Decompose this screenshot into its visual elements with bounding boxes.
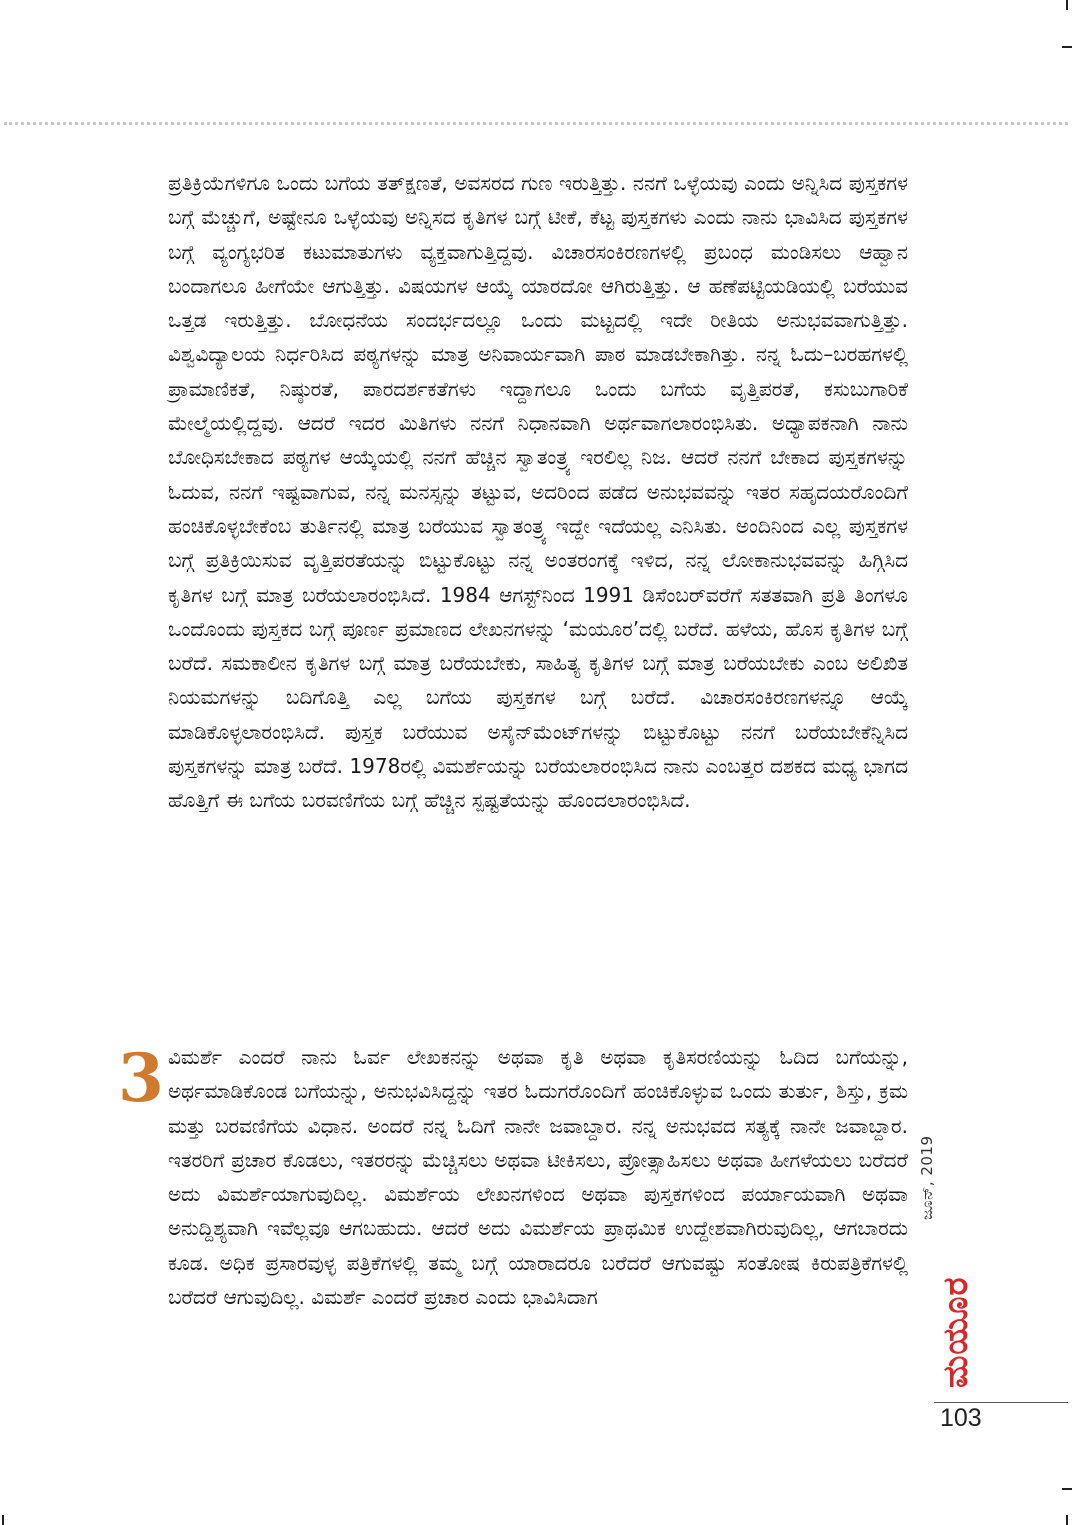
section-3-body bbox=[168, 1040, 908, 1314]
crop-mark-bottom-right bbox=[1066, 1515, 1068, 1525]
article-body bbox=[168, 166, 908, 818]
crop-mark-bottom-left bbox=[2, 1515, 4, 1525]
issue-date: ಜೂನ್, 2019 bbox=[918, 1135, 936, 1220]
header-dotted-rule bbox=[4, 122, 1068, 125]
paragraph-section-3: ವಿಮರ್ಶೆ ಎಂದರೆ ನಾನು ಓರ್ವ ಲೇಖಕನನ್ನು ಅಥವಾ ಕೃತಿ ಅಥವಾ ಕೃತಿಸರಣಿಯನ್ನು ಓದಿದ ಬಗೆಯನ್ನು, ಅರ್ಥಮಾಡಿಕೊಂಡ ಬಗೆಯನ್ನು, ಅನುಭವಿಸಿದ್ದನ್ನು ಇತರ ಓದುಗರೊಂದಿಗೆ ಹಂಚಿಕೊಳ್ಳುವ ಒಂದು ತುರ್ತು, ಶಿಸ್ತು, ಕ್ರಮ ಮತ್ತು ಬರವಣಿಗೆಯ ವಿಧಾನ. ಅಂದರೆ ನನ್ನ ಓದಿಗೆ ನಾನೇ ಜವಾಬ್ದಾರ. ನನ್ನ ಅನುಭವದ ಸತ್ಯಕ್ಕೆ ನಾನೇ ಜವಾಬ್ದಾರ. ಇತರರಿಗೆ ಪ್ರಚಾರ ಕೊಡಲು, ಇತರರನ್ನು ಮೆಚ್ಚಿಸಲು ಅಥವಾ ಟೀಕಿಸಲು, ಪ್ರೋತ್ಸಾಹಿಸಲು ಅಥವಾ ಹೀಗಳೆಯಲು ಬರೆದರೆ ಅದು ವಿಮರ್ಶೆಯಾಗುವುದಿಲ್ಲ. ವಿಮರ್ಶೆಯ ಲೇಖನಗಳಿಂದ ಅಥವಾ ಪುಸ್ತಕಗಳಿಂದ ಪರ್ಯಾಯವಾಗಿ ಅಥವಾ ಅನುದ್ದಿಶ್ಯವಾಗಿ ಇವೆಲ್ಲವೂ ಆಗಬಹುದು. ಆದರೆ ಅದು ವಿಮರ್ಶೆಯ ಪ್ರಾಥಮಿಕ ಉದ್ದೇಶವಾಗಿರುವುದಿಲ್ಲ, ಆಗಬಾರದು ಕೂಡ. ಅಧಿಕ ಪ್ರಸಾರವುಳ್ಳ ಪತ್ರಿಕೆಗಳಲ್ಲಿ ತಮ್ಮ ಬಗ್ಗೆ ಯಾರಾದರೂ ಬರೆದರೆ ಆಗುವಷ್ಟು ಸಂತೋಷ ಕಿರುಪತ್ರಿಕೆಗಳಲ್ಲಿ ಬರೆದರೆ ಆಗುವುದಿಲ್ಲ. ವಿಮರ್ಶೆ ಎಂದರೆ ಪ್ರಚಾರ ಎಂದು ಭಾವಿಸಿದಾಗ bbox=[168, 1045, 908, 1310]
crop-mark-top bbox=[1066, 0, 1068, 10]
page-number: 103 bbox=[940, 1404, 982, 1432]
crop-mark-top-right bbox=[1062, 46, 1072, 48]
paragraph-continued: ಪ್ರತಿಕ್ರಿಯೆಗಳಿಗೂ ಒಂದು ಬಗೆಯ ತತ್‌ಕ್ಷಣತೆ, ಅವಸರದ ಗುಣ ಇರುತ್ತಿತ್ತು. ನನಗೆ ಒಳ್ಳೆಯವು ಎಂದು ಅನ್ನಿಸಿದ ಪುಸ್ತಕಗಳ ಬಗ್ಗೆ ಮೆಚ್ಚುಗೆ, ಅಷ್ಟೇನೂ ಒಳ್ಳೆಯವು ಅನ್ನಿಸದ ಕೃತಿಗಳ ಬಗ್ಗೆ ಟೀಕೆ, ಕೆಟ್ಟ ಪುಸ್ತಕಗಳು ಎಂದು ನಾನು ಭಾವಿಸಿದ ಪುಸ್ತಕಗಳ ಬಗ್ಗೆ ವ್ಯಂಗ್ಯಭರಿತ ಕಟುಮಾತುಗಳು ವ್ಯಕ್ತವಾಗುತ್ತಿದ್ದವು. ವಿಚಾರಸಂಕಿರಣಗಳಲ್ಲಿ ಪ್ರಬಂಧ ಮಂಡಿಸಲು ಆಹ್ವಾನ ಬಂದಾಗಲೂ ಹೀಗೆಯೇ ಆಗುತ್ತಿತ್ತು. ವಿಷಯಗಳ ಆಯ್ಕೆ ಯಾರದೋ ಆಗಿರುತ್ತಿತ್ತು. ಆ ಹಣೆಪಟ್ಟಿಯಡಿಯಲ್ಲಿ ಬರೆಯುವ ಒತ್ತಡ ಇರುತ್ತಿತ್ತು. ಬೋಧನೆಯ ಸಂದರ್ಭದಲ್ಲೂ ಒಂದು ಮಟ್ಟದಲ್ಲಿ ಇದೇ ರೀತಿಯ ಅನುಭವವಾಗುತ್ತಿತ್ತು. ವಿಶ್ವವಿದ್ಯಾಲಯ ನಿರ್ಧರಿಸಿದ ಪಠ್ಯಗಳನ್ನು ಮಾತ್ರ ಅನಿವಾರ್ಯವಾಗಿ ಪಾಠ ಮಾಡಬೇಕಾಗಿತ್ತು. ನನ್ನ ಓದು–ಬರಹಗಳಲ್ಲಿ ಪ್ರಾಮಾಣಿಕತೆ, ನಿಷ್ಠುರತೆ, ಪಾರದರ್ಶಕತೆಗಳು ಇದ್ದಾಗಲೂ ಒಂದು ಬಗೆಯ ವೃತ್ತಿಪರತೆ, ಕಸುಬುಗಾರಿಕೆ ಮೇಲ್ಮೆಯಲ್ಲಿದ್ದವು. ಆದರೆ ಇದರ ಮಿತಿಗಳು ನನಗೆ ನಿಧಾನವಾಗಿ ಅರ್ಥವಾಗಲಾರಂಭಿಸಿತು. ಅಧ್ಯಾಪಕನಾಗಿ ನಾನು ಬೋಧಿಸಬೇಕಾದ ಪಠ್ಯಗಳ ಆಯ್ಕೆಯಲ್ಲಿ ನನಗೆ ಹೆಚ್ಚಿನ ಸ್ವಾತಂತ್ರ್ಯ ಇರಲಿಲ್ಲ ನಿಜ. ಆದರೆ ನನಗೆ ಬೇಕಾದ ಪುಸ್ತಕಗಳನ್ನು ಓದುವ, ನನಗೆ ಇಷ್ಟವಾಗುವ, ನನ್ನ ಮನಸ್ಸನ್ನು ತಟ್ಟುವ, ಅದರಿಂದ ಪಡೆದ ಅನುಭವವನ್ನು ಇತರ ಸಹೃದಯರೊಂದಿಗೆ ಹಂಚಿಕೊಳ್ಳಬೇಕೆಂಬ ತುರ್ತಿನಲ್ಲಿ ಮಾತ್ರ ಬರೆಯುವ ಸ್ವಾತಂತ್ರ್ಯ ಇದ್ದೇ ಇದೆಯಲ್ಲ ಎನಿಸಿತು. ಅಂದಿನಿಂದ ಎಲ್ಲ ಪುಸ್ತಕಗಳ ಬಗ್ಗೆ ಪ್ರತಿಕ್ರಿಯಿಸುವ ವೃತ್ತಿಪರತೆಯನ್ನು ಬಿಟ್ಟುಕೊಟ್ಟು ನನ್ನ ಅಂತರಂಗಕ್ಕೆ ಇಳಿದ, ನನ್ನ ಲೋಕಾನುಭವವನ್ನು ಹಿಗ್ಗಿಸಿದ ಕೃತಿಗಳ ಬಗ್ಗೆ ಮಾತ್ರ ಬರೆಯಲಾರಂಭಿಸಿದೆ. 1984 ಆಗಸ್ಟ್‌ನಿಂದ 1991 ಡಿಸೆಂಬರ್‌ವರೆಗೆ ಸತತವಾಗಿ ಪ್ರತಿ ತಿಂಗಳೂ ಒಂದೊಂದು ಪುಸ್ತಕದ ಬಗ್ಗೆ ಪೂರ್ಣ ಪ್ರಮಾಣದ ಲೇಖನಗಳನ್ನು ‘ಮಯೂರ’ದಲ್ಲಿ ಬರೆದೆ. ಹಳೆಯ, ಹೊಸ ಕೃತಿಗಳ ಬಗ್ಗೆ ಬರೆದೆ. ಸಮಕಾಲೀನ ಕೃತಿಗಳ ಬಗ್ಗೆ ಮಾತ್ರ ಬರೆಯಬೇಕು, ಸಾಹಿತ್ಯ ಕೃತಿಗಳ ಬಗ್ಗೆ ಮಾತ್ರ ಬರೆಯಬೇಕು ಎಂಬ ಅಲಿಖಿತ ನಿಯಮಗಳನ್ನು ಬದಿಗೊತ್ತಿ ಎಲ್ಲ ಬಗೆಯ ಪುಸ್ತಕಗಳ ಬಗ್ಗೆ ಬರೆದೆ. ವಿಚಾರಸಂಕಿರಣಗಳನ್ನೂ ಆಯ್ಕೆ ಮಾಡಿಕೊಳ್ಳಲಾರಂಭಿಸಿದೆ. ಪುಸ್ತಕ ಬರೆಯುವ ಅಸೈನ್‌ಮೆಂಟ್‌ಗಳನ್ನು ಬಿಟ್ಟುಕೊಟ್ಟು ನನಗೆ ಬರೆಯಬೇಕೆನ್ನಿಸಿದ ಪುಸ್ತಕಗಳನ್ನು ಮಾತ್ರ ಬರೆದೆ. 1978ರಲ್ಲಿ ವಿಮರ್ಶೆಯನ್ನು ಬರೆಯಲಾರಂಭಿಸಿದ ನಾನು ಎಂಬತ್ತರ ದಶಕದ ಮಧ್ಯ ಭಾಗದ ಹೊತ್ತಿಗೆ ಈ ಬಗೆಯ ಬರವಣಿಗೆಯ ಬಗ್ಗೆ ಹೆಚ್ಚಿನ ಸ್ಪಷ್ಟತೆಯನ್ನು ಹೊಂದಲಾರಂಭಿಸಿದೆ. bbox=[168, 171, 908, 813]
magazine-logo: ಮಯೂರ bbox=[936, 1276, 976, 1388]
section-number: 3 bbox=[118, 1039, 164, 1117]
page-number-rule bbox=[934, 1402, 1068, 1403]
crop-mark-bottom-right-h bbox=[1062, 1488, 1072, 1490]
